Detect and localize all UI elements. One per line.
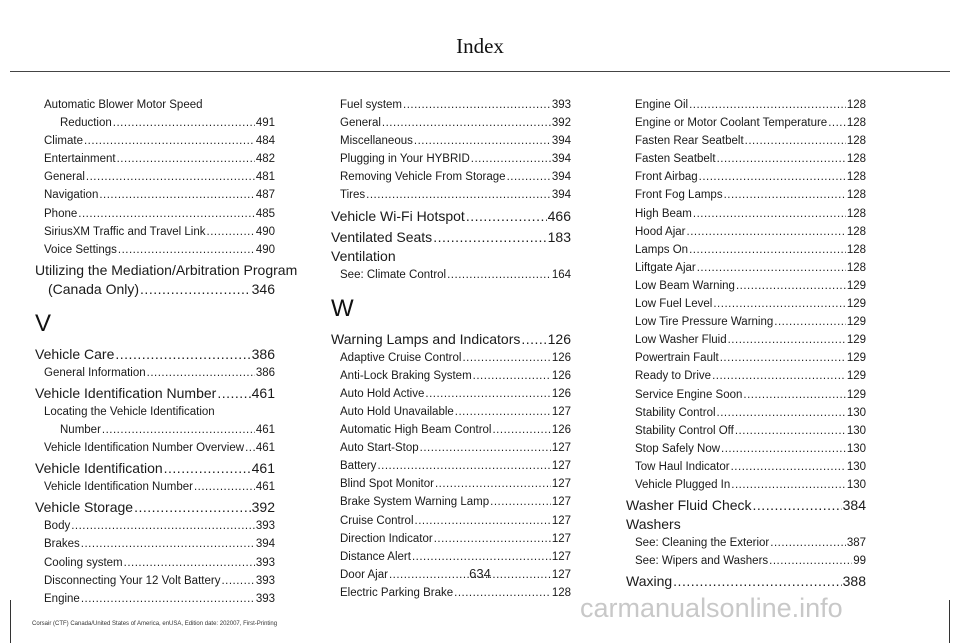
entry-label: Electric Parking Brake <box>340 586 454 599</box>
index-subentry[interactable] <box>626 331 866 349</box>
header-divider <box>10 71 950 72</box>
entry-label: Reduction <box>60 117 112 130</box>
entry-label: Vehicle Identification Number Overview <box>44 442 245 455</box>
entry-label: Distance Alert <box>340 550 411 563</box>
leader-dots <box>699 168 846 186</box>
leader-dots <box>99 186 254 204</box>
index-subentry[interactable] <box>35 150 275 168</box>
index-subentry[interactable] <box>626 241 866 259</box>
index-subentry[interactable] <box>35 241 275 259</box>
index-column-2 <box>331 96 571 602</box>
leader-dots <box>693 205 846 223</box>
leader-dots <box>194 478 255 496</box>
entry-page-number: 490 <box>255 243 275 256</box>
index-main-entry[interactable] <box>626 496 866 515</box>
leader-dots <box>415 512 551 530</box>
leader-dots <box>697 259 846 277</box>
leader-dots <box>731 458 846 476</box>
entry-label: Vehicle Identification Number <box>35 384 217 401</box>
index-subentry-line[interactable]: Automatic Blower Motor Speed <box>44 99 203 111</box>
entry-label: Automatic High Beam Control <box>340 424 492 437</box>
entry-page-number: 127 <box>551 568 571 581</box>
entry-page-number: 485 <box>255 207 275 220</box>
entry-label: Blind Spot Monitor <box>340 478 434 491</box>
index-subentry[interactable] <box>331 114 571 132</box>
leader-dots <box>435 475 551 493</box>
entry-label: SiriusXM Traffic and Travel Link <box>44 225 206 238</box>
index-subentry[interactable] <box>331 421 571 439</box>
entry-label: Auto Hold Active <box>340 387 425 400</box>
entry-label: Engine or Motor Coolant Temperature <box>635 117 828 130</box>
page-corner-mark-left <box>10 600 11 643</box>
entry-page-number: 129 <box>846 388 866 401</box>
entry-label: Disconnecting Your 12 Volt Battery <box>44 574 221 587</box>
leader-dots <box>164 459 251 478</box>
entry-page-number: 482 <box>255 153 275 166</box>
section-letter: W <box>331 294 354 322</box>
index-main-entry[interactable] <box>35 498 275 517</box>
entry-label: Washer Fluid Check <box>626 497 752 514</box>
entry-page-number: 126 <box>551 369 571 382</box>
leader-dots <box>71 517 255 535</box>
index-subentry[interactable] <box>626 132 866 150</box>
entry-page-number: 127 <box>551 514 571 527</box>
entry-label: General Information <box>44 366 146 379</box>
entry-label: Low Beam Warning <box>635 279 735 292</box>
leader-dots <box>721 440 846 458</box>
index-subentry[interactable] <box>331 548 571 566</box>
index-subentry[interactable] <box>626 404 866 422</box>
entry-page-number: 128 <box>846 135 866 148</box>
entry-label: Front Airbag <box>635 171 698 184</box>
leader-dots <box>455 403 551 421</box>
entry-label: Warning Lamps and Indicators <box>331 330 521 347</box>
entry-label: Stability Control Off <box>635 424 734 437</box>
leader-dots <box>462 349 550 367</box>
entry-page-number: 461 <box>255 424 275 437</box>
index-subentry[interactable] <box>626 440 866 458</box>
entry-page-number: 126 <box>551 424 571 437</box>
index-subentry[interactable] <box>626 277 866 295</box>
entry-page-number: 129 <box>846 352 866 365</box>
entry-label: Ventilated Seats <box>331 228 433 245</box>
leader-dots <box>86 168 255 186</box>
leader-dots <box>414 132 551 150</box>
index-subentry[interactable] <box>35 439 275 457</box>
leader-dots <box>403 96 551 114</box>
index-subentry[interactable] <box>35 364 275 382</box>
entry-label: Body <box>44 520 71 533</box>
index-subentry[interactable] <box>331 367 571 385</box>
entry-label: Fasten Rear Seatbelt <box>635 135 744 148</box>
index-subentry[interactable] <box>35 186 275 204</box>
entry-page-number: 461 <box>251 460 275 477</box>
entry-label: Climate <box>44 135 83 148</box>
leader-dots <box>736 277 846 295</box>
index-subentry[interactable] <box>626 386 866 404</box>
index-subentry[interactable] <box>626 96 866 114</box>
index-main-entry[interactable] <box>331 330 571 349</box>
index-subentry[interactable] <box>35 535 275 553</box>
index-subentry[interactable] <box>626 168 866 186</box>
entry-label: Low Washer Fluid <box>635 334 727 347</box>
entry-label: See: Climate Control <box>340 268 447 281</box>
entry-label: Miscellaneous <box>340 135 413 148</box>
index-subentry[interactable] <box>331 493 571 511</box>
entry-page-number: 128 <box>846 225 866 238</box>
entry-page-number: 393 <box>255 556 275 569</box>
leader-dots <box>770 534 846 552</box>
edition-footer: Corsair (CTF) Canada/United States of America, enUSA, Edition date: 202007, First-Printing <box>32 621 278 627</box>
leader-dots <box>521 330 546 349</box>
index-subentry[interactable] <box>331 186 571 204</box>
leader-dots <box>724 186 846 204</box>
leader-dots <box>245 439 255 457</box>
entry-page-number: 387 <box>846 537 866 550</box>
entry-label: Low Tire Pressure Warning <box>635 316 774 329</box>
leader-dots <box>217 384 250 403</box>
leader-dots <box>412 548 551 566</box>
entry-label: Battery <box>340 460 377 473</box>
entry-label: Cruise Control <box>340 514 414 527</box>
entry-label: General <box>340 117 381 130</box>
leader-dots <box>377 457 550 475</box>
entry-page-number: 461 <box>251 384 275 401</box>
entry-page-number: 128 <box>551 586 571 599</box>
page-corner-mark-right <box>949 600 950 643</box>
leader-dots <box>382 114 551 132</box>
entry-label: Powertrain Fault <box>635 352 719 365</box>
index-subentry[interactable] <box>35 590 275 608</box>
entry-page-number: 183 <box>547 228 571 245</box>
leader-dots <box>735 422 846 440</box>
page-title: Index <box>456 34 504 58</box>
entry-label: Tires <box>340 189 366 202</box>
index-main-entry[interactable] <box>35 384 275 403</box>
index-subentry[interactable] <box>331 584 571 602</box>
leader-dots <box>745 132 846 150</box>
index-subentry[interactable] <box>35 421 275 439</box>
entry-label: General <box>44 171 85 184</box>
entry-page-number: 346 <box>251 280 275 297</box>
entry-page-number: 394 <box>551 135 571 148</box>
entry-label: Entertainment <box>44 153 116 166</box>
index-heading-entry: Ventilation <box>331 247 396 264</box>
entry-page-number: 393 <box>255 592 275 605</box>
index-main-entry[interactable] <box>35 345 275 364</box>
index-subentry[interactable] <box>331 439 571 457</box>
index-subentry[interactable] <box>331 150 571 168</box>
leader-dots <box>118 241 255 259</box>
entry-label: Navigation <box>44 189 99 202</box>
index-subentry[interactable] <box>35 478 275 496</box>
index-subentry[interactable] <box>35 114 275 132</box>
entry-page-number: 128 <box>846 171 866 184</box>
entry-page-number: 126 <box>551 387 571 400</box>
entry-page-number: 129 <box>846 316 866 329</box>
leader-dots <box>507 168 551 186</box>
entry-page-number: 128 <box>846 207 866 220</box>
leader-dots <box>774 313 846 331</box>
index-subentry[interactable] <box>35 517 275 535</box>
leader-dots <box>425 385 550 403</box>
entry-page-number: 392 <box>551 117 571 130</box>
entry-page-number: 127 <box>551 478 571 491</box>
index-subentry[interactable] <box>626 223 866 241</box>
entry-page-number: 394 <box>551 189 571 202</box>
entry-label: See: Cleaning the Exterior <box>635 537 770 550</box>
index-subentry[interactable] <box>626 295 866 313</box>
leader-dots <box>134 498 251 517</box>
index-subentry[interactable] <box>35 223 275 241</box>
entry-page-number: 126 <box>547 330 571 347</box>
leader-dots <box>140 280 251 299</box>
entry-page-number: 128 <box>846 189 866 202</box>
entry-label: Door Ajar <box>340 568 388 581</box>
index-subentry[interactable] <box>331 530 571 548</box>
entry-label: Ready to Drive <box>635 370 712 383</box>
entry-page-number: 484 <box>255 135 275 148</box>
index-subentry[interactable] <box>626 367 866 385</box>
entry-page-number: 386 <box>251 345 275 362</box>
entry-page-number: 128 <box>846 117 866 130</box>
entry-page-number: 129 <box>846 334 866 347</box>
leader-dots <box>454 584 551 602</box>
index-main-entry-line[interactable]: Utilizing the Mediation/Arbitration Program <box>35 261 298 278</box>
leader-dots <box>471 150 551 168</box>
entry-label: Vehicle Identification Number <box>44 481 193 494</box>
entry-label: Cooling system <box>44 556 123 569</box>
leader-dots <box>492 421 550 439</box>
entry-page-number: 130 <box>846 406 866 419</box>
leader-dots <box>81 535 255 553</box>
entry-label: Vehicle Plugged In <box>635 478 731 491</box>
leader-dots <box>712 367 846 385</box>
index-column-3 <box>626 96 866 591</box>
entry-page-number: 393 <box>551 99 571 111</box>
entry-label: Brakes <box>44 538 80 551</box>
index-subentry[interactable] <box>35 168 275 186</box>
entry-label: (Canada Only) <box>48 280 140 297</box>
index-subentry[interactable] <box>626 205 866 223</box>
entry-page-number: 388 <box>842 573 866 590</box>
entry-page-number: 466 <box>547 207 571 224</box>
entry-label: Front Fog Lamps <box>635 189 723 202</box>
entry-page-number: 99 <box>853 555 866 568</box>
entry-label: Fasten Seatbelt <box>635 153 716 166</box>
entry-label: Hood Ajar <box>635 225 686 238</box>
page-number: 634 <box>469 566 491 581</box>
entry-page-number: 384 <box>842 497 866 514</box>
entry-label: Brake System Warning Lamp <box>340 496 490 509</box>
entry-page-number: 386 <box>255 366 275 379</box>
entry-page-number: 127 <box>551 550 571 563</box>
entry-page-number: 128 <box>846 261 866 274</box>
entry-page-number: 130 <box>846 460 866 473</box>
entry-label: Engine Oil <box>635 99 689 111</box>
entry-label: Plugging in Your HYBRID <box>340 153 470 166</box>
entry-page-number: 128 <box>846 153 866 166</box>
entry-page-number: 128 <box>846 243 866 256</box>
leader-dots <box>84 132 255 150</box>
entry-label: Engine <box>44 592 80 605</box>
index-subentry[interactable] <box>331 96 571 114</box>
entry-label: Tow Haul Indicator <box>635 460 730 473</box>
index-main-entry[interactable] <box>35 280 275 299</box>
leader-dots <box>689 241 846 259</box>
leader-dots <box>731 476 846 494</box>
entry-label: Vehicle Identification <box>35 460 163 477</box>
index-subentry[interactable] <box>626 313 866 331</box>
index-subentry[interactable] <box>331 512 571 530</box>
index-subentry[interactable] <box>331 132 571 150</box>
index-subentry-line[interactable]: Locating the Vehicle Identification <box>44 405 215 418</box>
leader-dots <box>743 386 845 404</box>
section-letter: V <box>35 309 52 337</box>
leader-dots <box>728 331 846 349</box>
entry-label: See: Wipers and Washers <box>635 555 769 568</box>
leader-dots <box>717 150 846 168</box>
entry-page-number: 127 <box>551 532 571 545</box>
leader-dots <box>102 421 255 439</box>
entry-page-number: 129 <box>846 298 866 311</box>
leader-dots <box>689 96 846 114</box>
leader-dots <box>713 295 845 313</box>
index-heading-entry: Washers <box>626 516 681 533</box>
entry-label: Liftgate Ajar <box>635 261 696 274</box>
index-subentry[interactable] <box>35 205 275 223</box>
entry-page-number: 130 <box>846 442 866 455</box>
entry-label: Number <box>60 424 101 437</box>
index-subentry[interactable] <box>331 403 571 421</box>
index-subentry[interactable] <box>331 475 571 493</box>
entry-page-number: 128 <box>846 99 866 111</box>
leader-dots <box>207 223 255 241</box>
index-subentry[interactable] <box>331 385 571 403</box>
index-subentry[interactable] <box>626 186 866 204</box>
index-subentry[interactable] <box>626 150 866 168</box>
index-main-entry[interactable] <box>331 207 571 226</box>
entry-label: Service Engine Soon <box>635 388 743 401</box>
leader-dots <box>717 404 846 422</box>
leader-dots <box>720 349 846 367</box>
entry-page-number: 130 <box>846 478 866 491</box>
leader-dots <box>147 364 255 382</box>
watermark: carmanualsonline.info <box>580 593 843 623</box>
index-subentry[interactable] <box>626 114 866 132</box>
entry-page-number: 392 <box>251 499 275 516</box>
entry-label: Vehicle Wi-Fi Hotspot <box>331 207 465 224</box>
entry-label: High Beam <box>635 207 692 220</box>
entry-label: Voice Settings <box>44 243 117 256</box>
index-subentry[interactable] <box>626 259 866 277</box>
entry-label: Lamps On <box>635 243 689 256</box>
entry-label: Waxing <box>626 573 673 590</box>
entry-label: Vehicle Care <box>35 345 115 362</box>
leader-dots <box>447 266 551 284</box>
entry-label: Direction Indicator <box>340 532 433 545</box>
entry-label: Stop Safely Now <box>635 442 721 455</box>
index-subentry[interactable] <box>331 349 571 367</box>
entry-label: Auto Hold Unavailable <box>340 405 454 418</box>
index-column-1 <box>35 96 298 608</box>
entry-page-number: 164 <box>551 268 571 281</box>
entry-page-number: 127 <box>551 460 571 473</box>
leader-dots <box>434 530 551 548</box>
leader-dots <box>117 150 255 168</box>
leader-dots <box>433 228 546 247</box>
leader-dots <box>81 590 255 608</box>
entry-page-number: 394 <box>255 538 275 551</box>
leader-dots <box>113 114 255 132</box>
index-subentry[interactable] <box>331 168 571 186</box>
entry-page-number: 127 <box>551 496 571 509</box>
leader-dots <box>687 223 846 241</box>
entry-label: Low Fuel Level <box>635 298 713 311</box>
leader-dots <box>78 205 255 223</box>
entry-label: Auto Start-Stop <box>340 442 419 455</box>
entry-label: Stability Control <box>635 406 716 419</box>
index-subentry[interactable] <box>331 457 571 475</box>
entry-label: Adaptive Cruise Control <box>340 351 462 364</box>
entry-page-number: 461 <box>255 442 275 455</box>
entry-page-number: 490 <box>255 225 275 238</box>
entry-page-number: 127 <box>551 442 571 455</box>
index-main-entry[interactable] <box>35 459 275 478</box>
entry-label: Anti-Lock Braking System <box>340 369 472 382</box>
entry-page-number: 461 <box>255 481 275 494</box>
index-main-entry[interactable] <box>331 228 571 247</box>
entry-page-number: 393 <box>255 520 275 533</box>
leader-dots <box>366 186 551 204</box>
entry-page-number: 491 <box>255 117 275 130</box>
entry-page-number: 127 <box>551 405 571 418</box>
entry-label: Removing Vehicle From Storage <box>340 171 506 184</box>
entry-label: Fuel system <box>340 99 402 111</box>
entry-page-number: 394 <box>551 171 571 184</box>
leader-dots <box>473 367 551 385</box>
index-subentry[interactable] <box>626 422 866 440</box>
leader-dots <box>828 114 846 132</box>
entry-page-number: 394 <box>551 153 571 166</box>
index-subentry[interactable] <box>626 476 866 494</box>
entry-label: Vehicle Storage <box>35 499 134 516</box>
entry-page-number: 129 <box>846 370 866 383</box>
index-subentry[interactable] <box>626 534 866 552</box>
leader-dots <box>466 207 547 226</box>
entry-page-number: 129 <box>846 279 866 292</box>
entry-page-number: 487 <box>255 189 275 202</box>
leader-dots <box>753 496 842 515</box>
index-subentry[interactable] <box>35 132 275 150</box>
entry-label: Phone <box>44 207 78 220</box>
leader-dots <box>420 439 551 457</box>
entry-page-number: 126 <box>551 351 571 364</box>
leader-dots <box>115 345 250 364</box>
index-subentry[interactable] <box>331 266 571 284</box>
leader-dots <box>490 493 551 511</box>
index-subentry[interactable] <box>626 349 866 367</box>
entry-page-number: 481 <box>255 171 275 184</box>
entry-page-number: 130 <box>846 424 866 437</box>
entry-page-number: 393 <box>255 574 275 587</box>
index-subentry[interactable] <box>626 458 866 476</box>
